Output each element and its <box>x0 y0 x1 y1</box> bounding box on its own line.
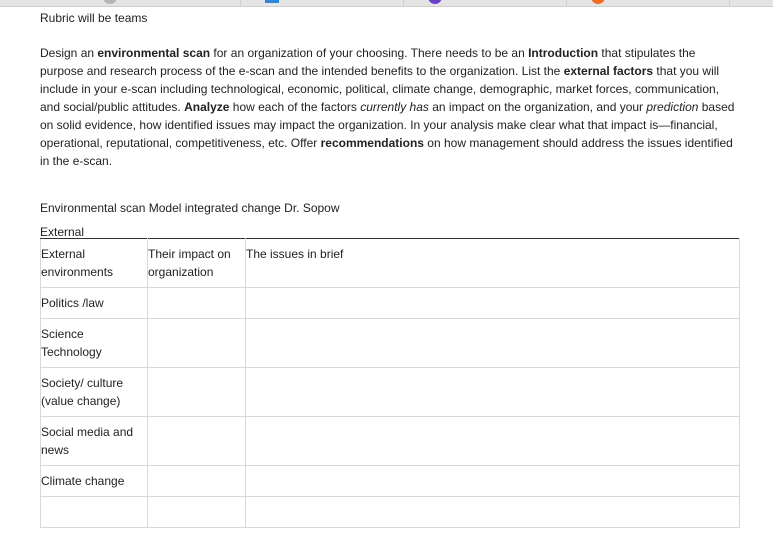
table-row <box>41 368 740 417</box>
text-run: Design an <box>40 46 98 60</box>
factor-cell[interactable] <box>41 466 148 497</box>
header-label: External environments <box>41 247 114 279</box>
tab-segment-1[interactable] <box>0 0 241 6</box>
text-run: how each of the factors <box>229 100 361 114</box>
header-label: The issues in brief <box>246 247 344 261</box>
table-row <box>41 319 740 368</box>
rubric-note: Rubric will be teams <box>40 11 148 25</box>
tab-blue-icon <box>265 0 279 3</box>
header-label: Their impact on organization <box>148 247 231 279</box>
text-run: for an organization of your choosing. There needs to be an <box>210 46 529 60</box>
header-cell-external-environments[interactable] <box>41 239 148 288</box>
issues-cell[interactable] <box>246 417 740 466</box>
factor-label: Social media and news <box>41 425 134 457</box>
environmental-scan-table <box>40 238 740 528</box>
tab-segment-2[interactable] <box>241 0 404 6</box>
factor-label: Climate change <box>41 474 125 488</box>
factor-label: Politics /law <box>41 296 104 310</box>
impact-cell[interactable] <box>148 368 246 417</box>
tab-purple-icon <box>428 0 442 4</box>
text-run: an impact on the organization, and your <box>428 100 647 114</box>
tab-orange-icon <box>591 0 605 4</box>
header-cell-issues[interactable] <box>246 239 740 288</box>
table-row <box>41 417 740 466</box>
factor-label: Science Technology <box>41 327 102 359</box>
factor-cell[interactable] <box>41 319 148 368</box>
bold-environmental-scan: environmental scan <box>97 46 211 60</box>
factor-cell[interactable] <box>41 417 148 466</box>
tab-gray-icon <box>103 0 117 4</box>
factor-cell[interactable] <box>41 288 148 319</box>
assignment-paragraph <box>40 44 738 170</box>
italic-prediction: prediction <box>646 100 699 114</box>
impact-cell[interactable] <box>148 497 246 528</box>
factor-cell[interactable] <box>41 368 148 417</box>
table-row <box>41 288 740 319</box>
issues-cell[interactable] <box>246 497 740 528</box>
browser-tab-strip <box>0 0 773 7</box>
model-title: Environmental scan Model integrated change Dr. Sopow <box>40 201 340 215</box>
issues-cell[interactable] <box>246 368 740 417</box>
tab-segment-4[interactable] <box>567 0 730 6</box>
bold-introduction: Introduction <box>528 46 599 60</box>
text-run: based on solid evidence, how identified issues may impact the organization. In your analysis make clear what that impact is—financial, operational, reputational, competitiveness, etc. Offer <box>40 100 735 150</box>
bold-external-factors: external factors <box>563 64 654 78</box>
impact-cell[interactable] <box>148 466 246 497</box>
bold-recommendations: recommendations <box>320 136 424 150</box>
issues-cell[interactable] <box>246 466 740 497</box>
header-cell-impact[interactable] <box>148 239 246 288</box>
factor-cell[interactable] <box>41 497 148 528</box>
table-row <box>41 466 740 497</box>
impact-cell[interactable] <box>148 417 246 466</box>
section-label-external: External <box>40 225 85 239</box>
document-body <box>40 10 740 240</box>
issues-cell[interactable] <box>246 319 740 368</box>
bold-analyze: Analyze <box>184 100 230 114</box>
tab-segment-3[interactable] <box>404 0 567 6</box>
impact-cell[interactable] <box>148 319 246 368</box>
issues-cell[interactable] <box>246 288 740 319</box>
text-run: that stipulates the purpose and research process of the e-scan and the intended benefits to the organization. List the <box>40 46 696 78</box>
text-run: on how management should address the issues identified in the e-scan. <box>40 136 733 168</box>
factor-label: Society/ culture (value change) <box>41 376 124 408</box>
text-run: that you will include in your e-scan including technological, economic, political, climate change, demographic, market forces, communication, and social/public attitudes. <box>40 64 720 114</box>
impact-cell[interactable] <box>148 288 246 319</box>
table-header-row <box>41 239 740 288</box>
table-row <box>41 497 740 528</box>
italic-currently-has: currently has <box>360 100 429 114</box>
